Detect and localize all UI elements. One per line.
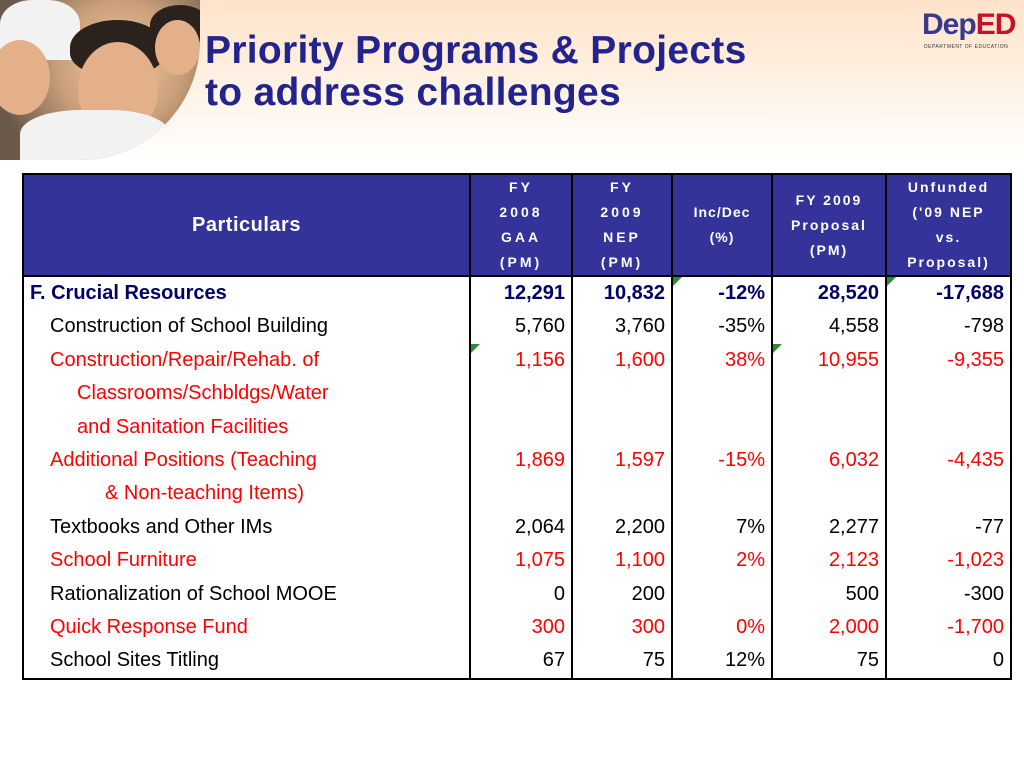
table-header-row xyxy=(23,174,1011,276)
row-label: Quick Response Fund xyxy=(23,611,470,644)
cell-empty xyxy=(672,377,772,410)
logo-ed-text: ED xyxy=(975,8,1016,41)
cell-fy2009: 3,760 xyxy=(572,310,672,343)
cell-incdec: 0% xyxy=(672,611,772,644)
cell-fy2008 xyxy=(470,344,572,377)
col-header-proposal-line: (PM) xyxy=(809,241,849,258)
cell-fy2009: 300 xyxy=(572,611,672,644)
cell-unfunded: 0 xyxy=(886,644,1011,678)
cell-empty xyxy=(572,411,672,444)
cell-fy2008: 300 xyxy=(470,611,572,644)
cell-empty xyxy=(886,411,1011,444)
cell-fy2009: 1,597 xyxy=(572,444,672,477)
comment-marker xyxy=(471,344,480,353)
title-line-2: to address challenges xyxy=(205,71,621,114)
col-header-unfunded-line: vs. xyxy=(935,229,962,245)
photo-face-right xyxy=(155,20,200,75)
photo-uniform-shape xyxy=(20,110,170,160)
cell-empty xyxy=(772,377,886,410)
cell-fy2008: 12,291 xyxy=(470,276,572,310)
row-label: Additional Positions (Teaching xyxy=(23,444,470,477)
col-header-fy2009-line: 2009 xyxy=(600,204,644,220)
cell-incdec: 2% xyxy=(672,544,772,577)
table-row xyxy=(23,276,1011,310)
cell-incdec xyxy=(672,276,772,310)
title-line-1: Priority Programs & Projects xyxy=(205,29,747,72)
col-header-fy2008 xyxy=(470,174,572,276)
cell-unfunded: -1,700 xyxy=(886,611,1011,644)
cell-empty xyxy=(470,477,572,510)
cell-fy2009: 200 xyxy=(572,578,672,611)
table-row xyxy=(23,544,1011,577)
cell-unfunded xyxy=(886,276,1011,310)
cell-empty xyxy=(886,377,1011,410)
col-header-fy2009-line: NEP xyxy=(603,229,641,245)
cell-proposal: 6,032 xyxy=(772,444,886,477)
logo-subtext: DEPARTMENT OF EDUCATION xyxy=(924,44,1009,50)
cell-proposal: 4,558 xyxy=(772,310,886,343)
cell-unfunded: -4,435 xyxy=(886,444,1011,477)
col-header-fy2008-line: (PM) xyxy=(499,254,543,270)
comment-marker xyxy=(673,277,682,286)
cell-proposal: 500 xyxy=(772,578,886,611)
col-header-unfunded-line: Unfunded xyxy=(907,179,990,195)
cell-incdec: -15% xyxy=(672,444,772,477)
table-row xyxy=(23,411,1011,444)
row-label-continued: and Sanitation Facilities xyxy=(23,411,470,444)
cell-unfunded: -77 xyxy=(886,511,1011,544)
cell-fy2008: 1,869 xyxy=(470,444,572,477)
col-header-proposal-line: Proposal xyxy=(791,216,867,233)
col-header-fy2009 xyxy=(572,174,672,276)
cell-fy2008: 1,075 xyxy=(470,544,572,577)
cell-empty xyxy=(886,477,1011,510)
cell-unfunded: -798 xyxy=(886,310,1011,343)
cell-proposal: 2,277 xyxy=(772,511,886,544)
table-row xyxy=(23,511,1011,544)
cell-fy2008-value: 1,156 xyxy=(514,348,565,371)
col-header-particulars: Particulars xyxy=(23,174,470,276)
table-row xyxy=(23,310,1011,343)
cell-proposal-value: 10,955 xyxy=(817,348,879,371)
comment-marker xyxy=(773,344,782,353)
cell-fy2009: 2,200 xyxy=(572,511,672,544)
cell-fy2009: 75 xyxy=(572,644,672,678)
cell-fy2009: 1,100 xyxy=(572,544,672,577)
cell-fy2008: 2,064 xyxy=(470,511,572,544)
cell-unfunded: -300 xyxy=(886,578,1011,611)
row-label: F. Crucial Resources xyxy=(23,276,470,310)
col-header-fy2009-line: FY xyxy=(610,179,634,195)
cell-proposal: 28,520 xyxy=(772,276,886,310)
table-row xyxy=(23,444,1011,477)
table-row xyxy=(23,344,1011,377)
row-label: Textbooks and Other IMs xyxy=(23,511,470,544)
cell-empty xyxy=(772,411,886,444)
row-label: Construction of School Building xyxy=(23,310,470,343)
cell-proposal: 2,000 xyxy=(772,611,886,644)
cell-fy2009: 10,832 xyxy=(572,276,672,310)
row-label: Construction/Repair/Rehab. of xyxy=(23,344,470,377)
cell-unfunded-value: -17,688 xyxy=(936,282,1004,304)
col-header-incdec-line: Inc/Dec xyxy=(693,204,751,220)
cell-incdec: -35% xyxy=(672,310,772,343)
row-label-continued: & Non-teaching Items) xyxy=(23,477,470,510)
table-row xyxy=(23,477,1011,510)
cell-proposal xyxy=(772,344,886,377)
cell-incdec-value: -12% xyxy=(718,282,765,304)
col-header-proposal xyxy=(772,174,886,276)
logo-dep-text: Dep xyxy=(922,8,976,41)
cell-fy2008: 67 xyxy=(470,644,572,678)
row-label: School Furniture xyxy=(23,544,470,577)
table-row xyxy=(23,611,1011,644)
cell-empty xyxy=(572,377,672,410)
cell-empty xyxy=(470,411,572,444)
col-header-fy2009-line: (PM) xyxy=(600,254,644,270)
col-header-incdec xyxy=(672,174,772,276)
cell-fy2008: 0 xyxy=(470,578,572,611)
col-header-fy2008-line: 2008 xyxy=(499,204,543,220)
row-label-continued: Classrooms/Schbldgs/Water xyxy=(23,377,470,410)
cell-incdec: 38% xyxy=(672,344,772,377)
cell-unfunded: -9,355 xyxy=(886,344,1011,377)
col-header-proposal-line: FY 2009 xyxy=(795,191,863,208)
cell-empty xyxy=(672,411,772,444)
budget-table xyxy=(22,173,1012,680)
page-title xyxy=(205,30,925,114)
col-header-unfunded xyxy=(886,174,1011,276)
cell-proposal: 75 xyxy=(772,644,886,678)
cell-fy2009: 1,600 xyxy=(572,344,672,377)
cell-empty xyxy=(572,477,672,510)
cell-empty xyxy=(470,377,572,410)
col-header-fy2008-line: FY xyxy=(509,179,533,195)
col-header-unfunded-line: Proposal) xyxy=(907,254,990,270)
cell-unfunded: -1,023 xyxy=(886,544,1011,577)
row-label: Rationalization of School MOOE xyxy=(23,578,470,611)
row-label: School Sites Titling xyxy=(23,644,470,678)
table-row xyxy=(23,578,1011,611)
comment-marker xyxy=(887,277,896,286)
cell-empty xyxy=(672,477,772,510)
cell-incdec: 7% xyxy=(672,511,772,544)
table-row xyxy=(23,377,1011,410)
cell-proposal: 2,123 xyxy=(772,544,886,577)
deped-logo xyxy=(922,8,1022,48)
cell-fy2008: 5,760 xyxy=(470,310,572,343)
table-row xyxy=(23,644,1011,678)
cell-empty xyxy=(772,477,886,510)
col-header-incdec-line: (%) xyxy=(709,229,735,245)
col-header-fy2008-line: GAA xyxy=(500,229,542,245)
col-header-unfunded-line: ('09 NEP xyxy=(912,204,985,220)
cell-incdec xyxy=(672,578,772,611)
cell-incdec: 12% xyxy=(672,644,772,678)
